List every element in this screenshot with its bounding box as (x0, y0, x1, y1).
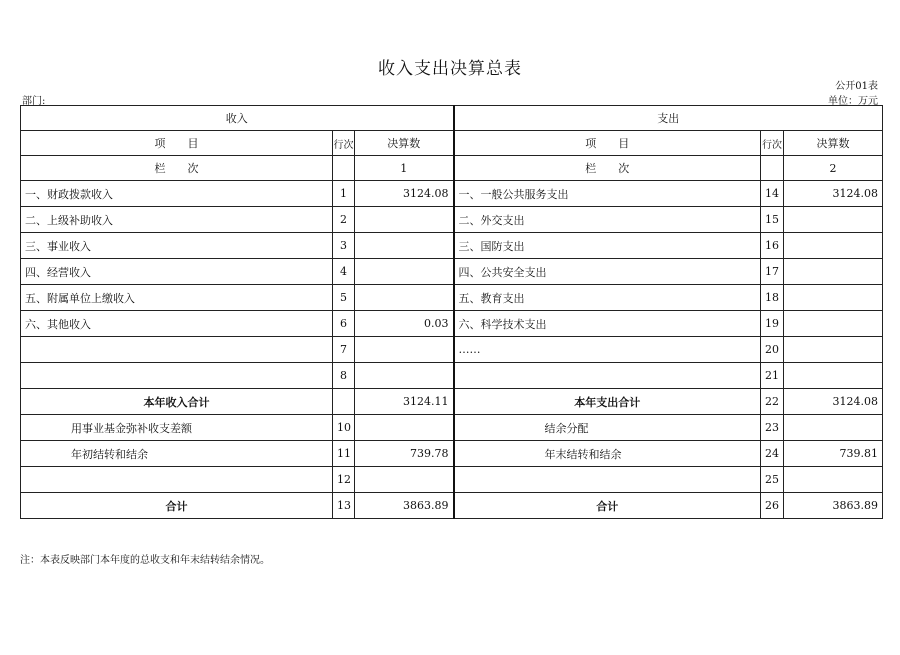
ending-carryover-no: 24 (761, 441, 784, 467)
column-index-row (21, 156, 883, 181)
income-row-no: 7 (333, 337, 355, 363)
income-amount (355, 337, 454, 363)
expense-row-no: 21 (761, 363, 784, 389)
table-row (21, 181, 883, 207)
expense-row-no: 18 (761, 285, 784, 311)
income-amount-header: 决算数 (355, 131, 454, 156)
expense-row-no: 16 (761, 233, 784, 259)
income-item (21, 337, 333, 363)
expense-amount (784, 311, 883, 337)
income-amount (355, 207, 454, 233)
expense-amount (784, 337, 883, 363)
expense-item: 六、科学技术支出 (454, 311, 761, 337)
income-row-no: 4 (333, 259, 355, 285)
report-title: 收入支出决算总表 (378, 59, 522, 79)
table-row (21, 259, 883, 285)
surplus-distribution-label: 结余分配 (454, 415, 761, 441)
income-item-header: 项 目 (21, 131, 333, 156)
surplus-distribution-amount (784, 415, 883, 441)
fund-offset-amount (355, 415, 454, 441)
blank-row (21, 467, 883, 493)
expense-grand-total-amount: 3863.89 (784, 493, 883, 519)
income-item: 六、其他收入 (21, 311, 333, 337)
blank-income-amount (355, 467, 454, 493)
income-expense-table (20, 105, 883, 519)
footnote: 注：本表反映部门本年度的总收支和年末结转结余情况。 (20, 555, 270, 566)
income-item: 四、经营收入 (21, 259, 333, 285)
grand-total-row (21, 493, 883, 519)
expense-amount (784, 259, 883, 285)
income-row-no: 6 (333, 311, 355, 337)
form-code: 公开01表 (835, 81, 878, 92)
table-row (21, 233, 883, 259)
expense-column-label: 栏 次 (454, 156, 761, 181)
year-expense-total-label: 本年支出合计 (454, 389, 761, 415)
income-column-index: 1 (355, 156, 454, 181)
year-income-total-label: 本年收入合计 (21, 389, 333, 415)
income-item: 三、事业收入 (21, 233, 333, 259)
expense-item: 一、一般公共服务支出 (454, 181, 761, 207)
income-amount (355, 363, 454, 389)
expense-grand-total-label: 合计 (454, 493, 761, 519)
ending-carryover-label: 年末结转和结余 (454, 441, 761, 467)
beginning-carryover-amount: 739.78 (355, 441, 454, 467)
expense-row-no: 20 (761, 337, 784, 363)
blank-income-no: 12 (333, 467, 355, 493)
expense-item-header: 项 目 (454, 131, 761, 156)
expense-item: 五、教育支出 (454, 285, 761, 311)
income-section-header: 收入 (21, 106, 454, 131)
income-row-no: 2 (333, 207, 355, 233)
expense-amount (784, 207, 883, 233)
income-item: 五、附属单位上缴收入 (21, 285, 333, 311)
income-grand-total-no: 13 (333, 493, 355, 519)
year-income-total-amount: 3124.11 (355, 389, 454, 415)
table-row (21, 207, 883, 233)
income-item: 一、财政拨款收入 (21, 181, 333, 207)
income-column-blank (333, 156, 355, 181)
year-income-total-no (333, 389, 355, 415)
expense-amount (784, 233, 883, 259)
income-amount: 0.03 (355, 311, 454, 337)
column-header-row (21, 131, 883, 156)
expense-row-no: 15 (761, 207, 784, 233)
income-item: 二、上级补助收入 (21, 207, 333, 233)
income-column-label: 栏 次 (21, 156, 333, 181)
income-amount: 3124.08 (355, 181, 454, 207)
unit-label: 单位：万元 (828, 96, 878, 107)
blank-expense-no: 25 (761, 467, 784, 493)
expense-amount (784, 285, 883, 311)
department-label: 部门: (22, 96, 46, 107)
carryover-row (21, 441, 883, 467)
expense-row-no: 14 (761, 181, 784, 207)
expense-amount-header: 决算数 (784, 131, 883, 156)
expense-item: …… (454, 337, 761, 363)
income-row-no: 1 (333, 181, 355, 207)
income-grand-total-amount: 3863.89 (355, 493, 454, 519)
expense-item: 二、外交支出 (454, 207, 761, 233)
expense-item (454, 363, 761, 389)
blank-income-item (21, 467, 333, 493)
blank-expense-item (454, 467, 761, 493)
expense-row-no: 17 (761, 259, 784, 285)
section-header-row (21, 106, 883, 131)
income-row-no-header: 行次 (333, 131, 355, 156)
expense-row-no-header: 行次 (761, 131, 784, 156)
income-amount (355, 259, 454, 285)
income-row-no: 5 (333, 285, 355, 311)
fund-offset-no: 10 (333, 415, 355, 441)
table-row (21, 363, 883, 389)
income-amount (355, 233, 454, 259)
expense-amount: 3124.08 (784, 181, 883, 207)
expense-section-header: 支出 (454, 106, 883, 131)
expense-item: 四、公共安全支出 (454, 259, 761, 285)
expense-column-index: 2 (784, 156, 883, 181)
expense-column-blank (761, 156, 784, 181)
table-row (21, 337, 883, 363)
blank-expense-amount (784, 467, 883, 493)
income-grand-total-label: 合计 (21, 493, 333, 519)
year-total-row (21, 389, 883, 415)
fund-row (21, 415, 883, 441)
income-amount (355, 285, 454, 311)
income-row-no: 3 (333, 233, 355, 259)
ending-carryover-amount: 739.81 (784, 441, 883, 467)
income-item (21, 363, 333, 389)
year-expense-total-amount: 3124.08 (784, 389, 883, 415)
income-row-no: 8 (333, 363, 355, 389)
year-expense-total-no: 22 (761, 389, 784, 415)
fund-offset-label: 用事业基金弥补收支差额 (21, 415, 333, 441)
beginning-carryover-label: 年初结转和结余 (21, 441, 333, 467)
surplus-distribution-no: 23 (761, 415, 784, 441)
expense-item: 三、国防支出 (454, 233, 761, 259)
beginning-carryover-no: 11 (333, 441, 355, 467)
expense-row-no: 19 (761, 311, 784, 337)
table-row (21, 311, 883, 337)
expense-amount (784, 363, 883, 389)
expense-grand-total-no: 26 (761, 493, 784, 519)
table-row (21, 285, 883, 311)
